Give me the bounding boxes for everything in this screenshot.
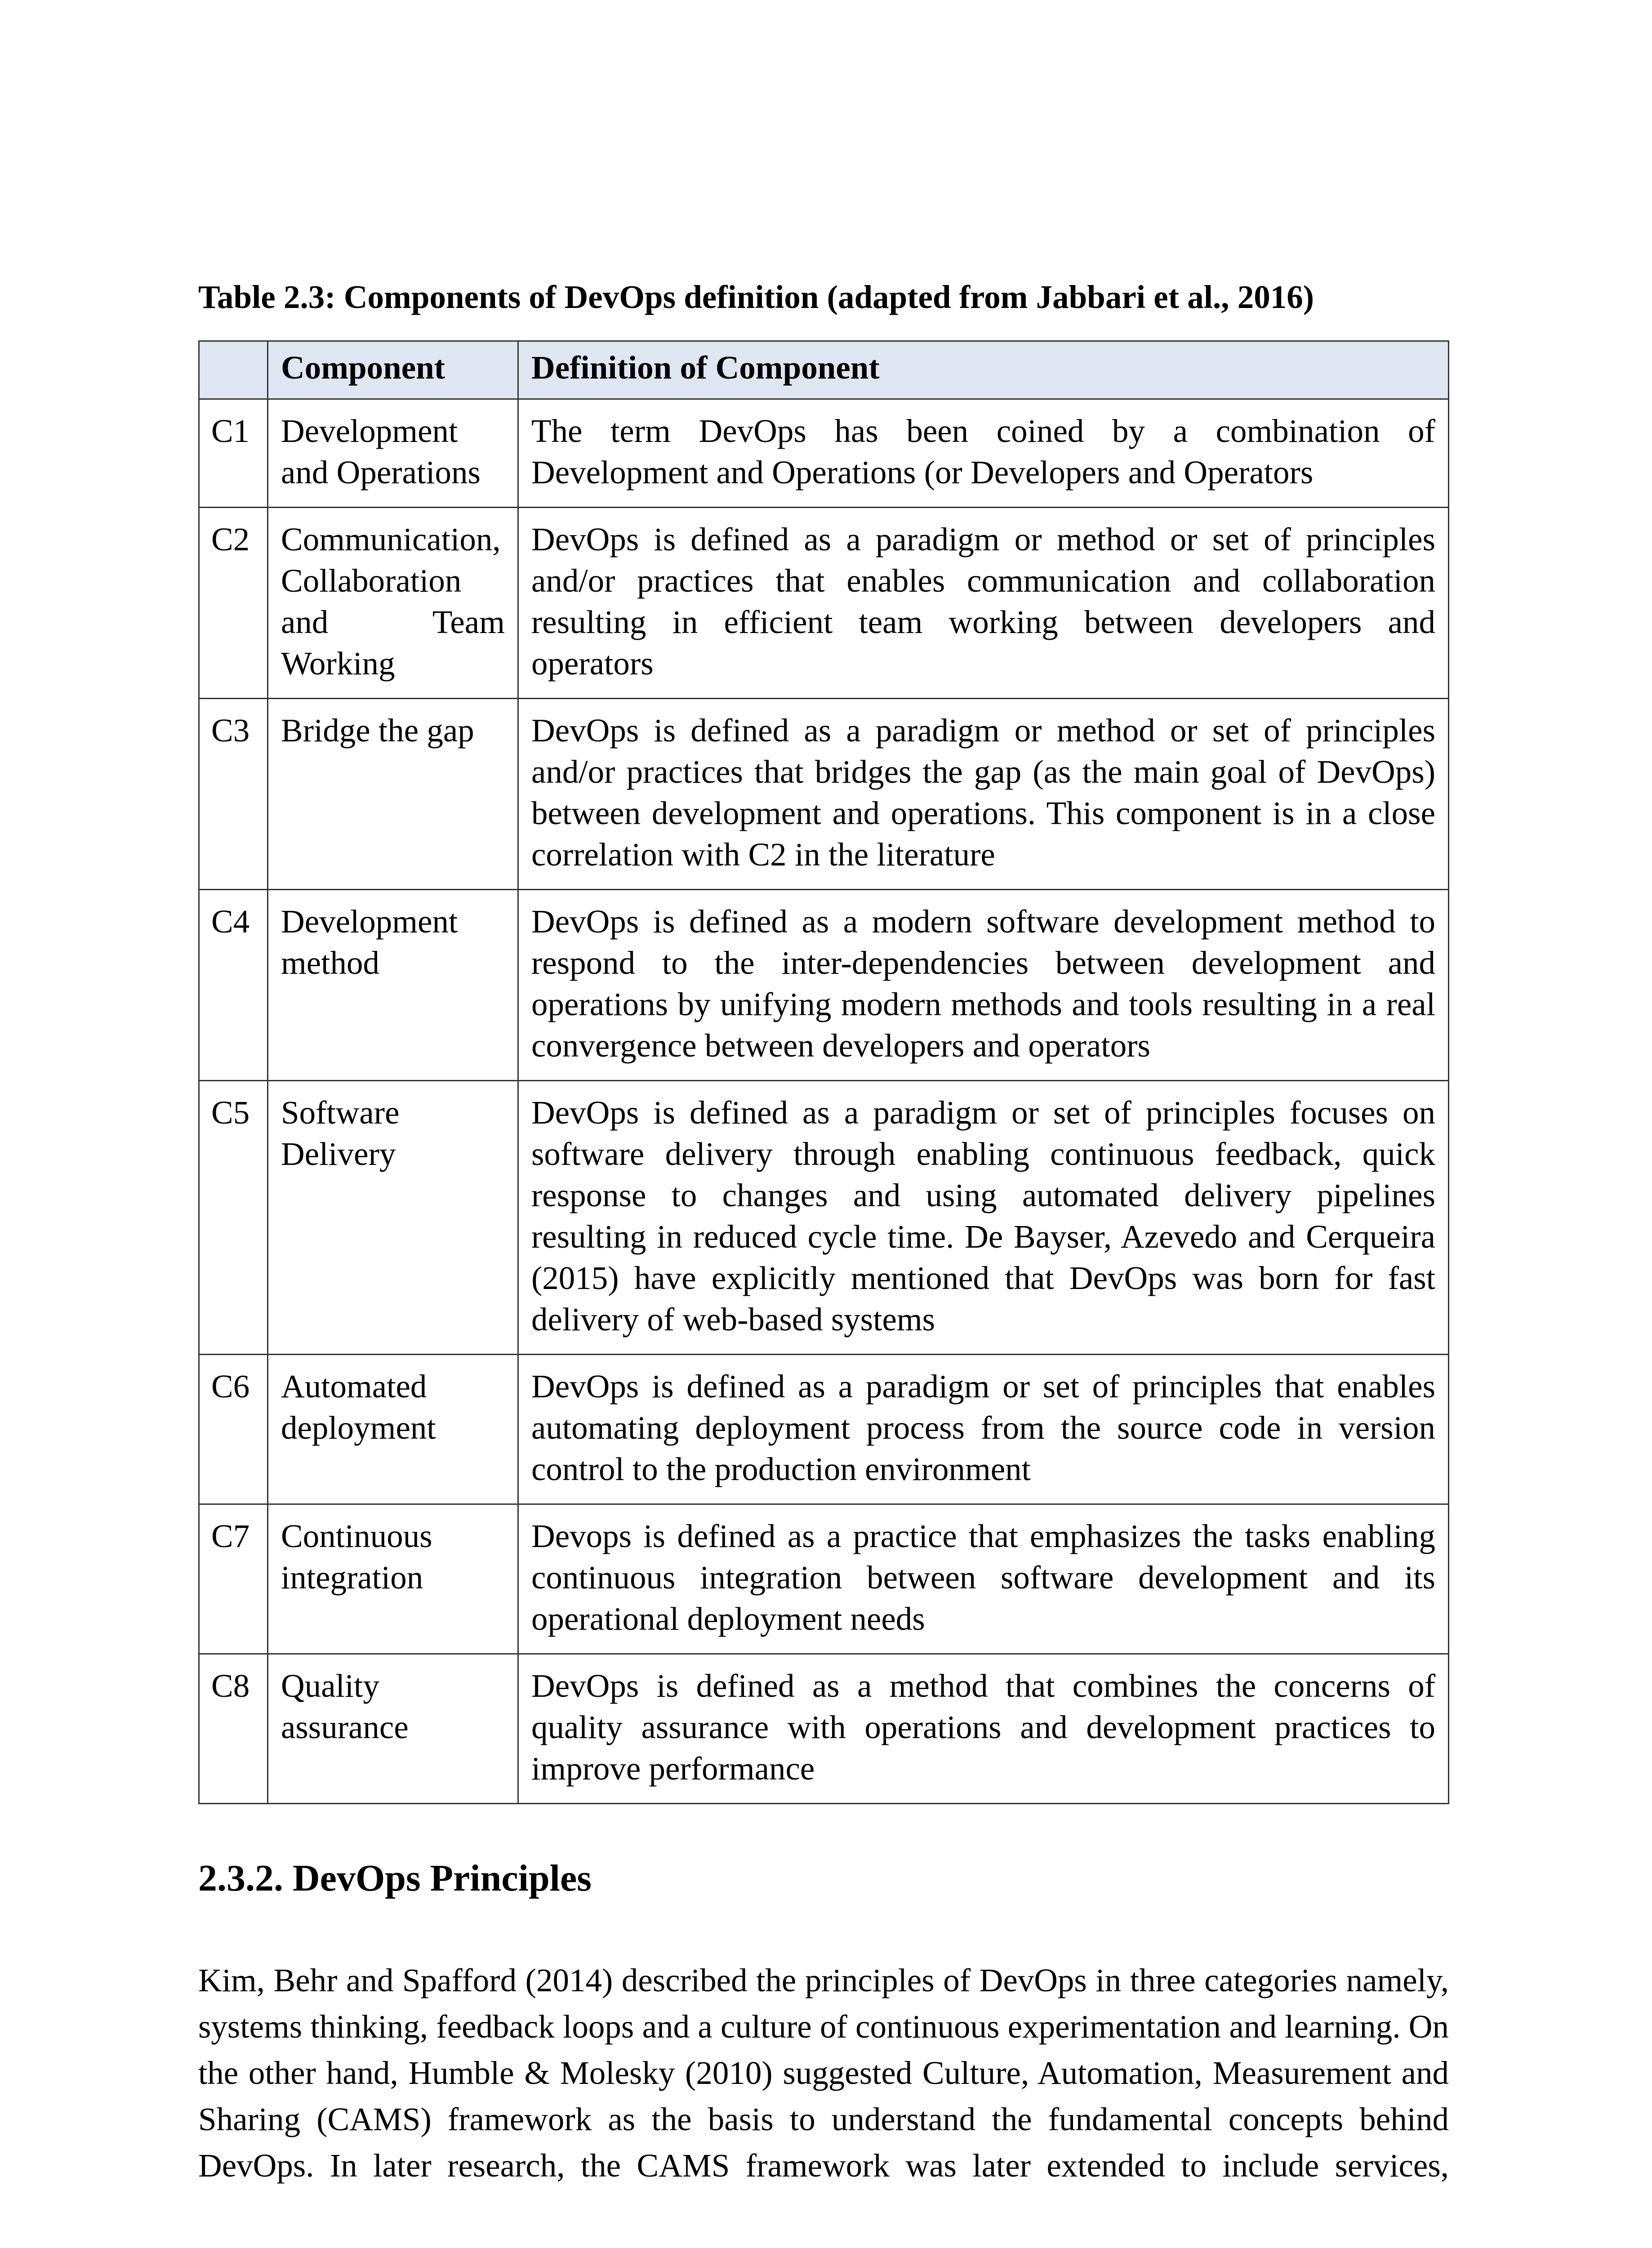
table-row [199,399,1449,508]
header-component: Component [268,341,518,399]
row-id: C5 [199,1081,268,1355]
table-row [199,1654,1449,1804]
row-component: Automated deployment [268,1355,518,1504]
row-component: Development and Operations [268,399,518,508]
row-definition: The term DevOps has been coined by a combination of Development and Operations (or Developers and Operators [518,399,1449,508]
row-component: Quality assurance [268,1654,518,1804]
row-component: Communication, Collaboration and Team Working [268,508,518,699]
row-id: C7 [199,1504,268,1654]
section-heading: 2.3.2. DevOps Principles [198,1857,592,1899]
table-row [199,1081,1449,1355]
row-definition: DevOps is defined as a modern software development method to respond to the inter-dependencies between development and operations by unifying modern methods and tools resulting in a real convergence between developers and operators [518,890,1449,1081]
row-definition: DevOps is defined as a paradigm or method or set of principles and/or practices that bridges the gap (as the main goal of DevOps) between development and operations. This component is in a close correlation with C2 in the literature [518,699,1449,890]
row-id: C3 [199,699,268,890]
row-id: C4 [199,890,268,1081]
row-definition: DevOps is defined as a paradigm or method or set of principles and/or practices that enables communication and collaboration resulting in efficient team working between developers and operators [518,508,1449,699]
header-definition: Definition of Component [518,341,1449,399]
table-row [199,1504,1449,1654]
row-component: Development method [268,890,518,1081]
row-definition: Devops is defined as a practice that emphasizes the tasks enabling continuous integration between software development and its operational deployment needs [518,1504,1449,1654]
row-definition: DevOps is defined as a method that combines the concerns of quality assurance with operations and development practices to improve performance [518,1654,1449,1804]
table-row [199,1355,1449,1504]
row-component: Software Delivery [268,1081,518,1355]
table-header-row [199,341,1449,399]
row-definition: DevOps is defined as a paradigm or set of principles that enables automating deployment process from the source code in version control to the production environment [518,1355,1449,1504]
row-id: C1 [199,399,268,508]
table-row [199,890,1449,1081]
row-definition: DevOps is defined as a paradigm or set of principles focuses on software delivery through enabling continuous feedback, quick response to changes and using automated delivery pipelines resulting in reduced cycle time. De Bayser, Azevedo and Cerqueira (2015) have explicitly mentioned that DevOps was born for fast delivery of web-based systems [518,1081,1449,1355]
row-component: Bridge the gap [268,699,518,890]
table-caption: Table 2.3: Components of DevOps definition (adapted from Jabbari et al., 2016) [198,279,1314,315]
table-row [199,699,1449,890]
header-id [199,341,268,399]
components-table [198,340,1449,1804]
row-id: C8 [199,1654,268,1804]
table-row [199,508,1449,699]
body-paragraph: Kim, Behr and Spafford (2014) described the principles of DevOps in three categories namely, systems thinking, feedback loops and a culture of continuous experimentation and learning. On the other hand, Humble & Molesky (2010) suggested Culture, Automation, Measurement and Sharing (CAMS) framework as the basis to understand the fundamental concepts behind DevOps. In later research, the CAMS framework was later extended to include services, [198,1962,1449,2184]
row-id: C6 [199,1355,268,1504]
row-component: Continuous integration [268,1504,518,1654]
row-id: C2 [199,508,268,699]
